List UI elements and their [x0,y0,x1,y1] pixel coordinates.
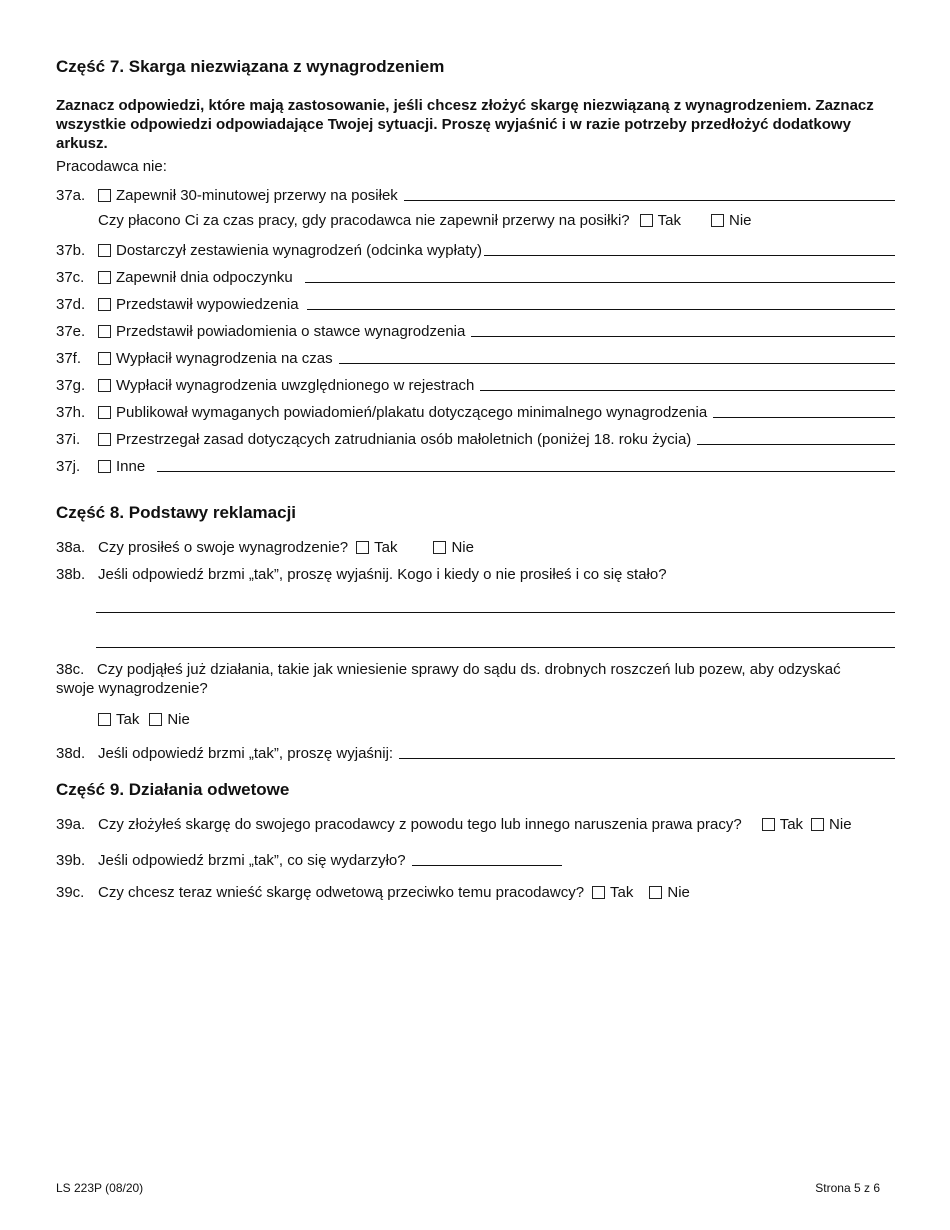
item-label: Inne [116,458,146,475]
item-number: 37h. [56,404,86,421]
item-label: Publikował wymaganych powiadomień/plakatu dotyczącego minimalnego wynagrodzenia [116,404,708,421]
item-number: 37i. [56,431,81,448]
part7-title: Część 7. Skarga niezwiązana z wynagrodzeniem [56,57,445,76]
yes-label: Tak [116,711,140,728]
meal-question-row [98,212,752,229]
item-37d-answer-line[interactable] [307,308,895,310]
q38d-text: Jeśli odpowiedź brzmi „tak”, proszę wyjaśnij: [98,745,394,762]
no-label: Nie [167,711,190,728]
item-number: 37e. [56,323,86,340]
q38c-no-checkbox[interactable] [149,713,162,726]
item-37f-checkbox[interactable] [98,352,111,365]
item-37h-answer-line[interactable] [713,416,895,418]
item-37a-checkbox[interactable] [98,189,111,202]
item-37a-row [56,184,895,204]
no-label: Nie [829,816,852,833]
q39a-row [56,816,852,833]
q39c-text: Czy chcesz teraz wnieść skargę odwetową przeciwko temu pracodawcy? [98,884,585,901]
yes-label: Tak [657,212,681,229]
no-label: Nie [728,212,752,229]
item-37e-checkbox[interactable] [98,325,111,338]
q38a-number: 38a. [56,539,86,556]
item-number: 37j. [56,458,81,475]
part7-instructions: Zaznacz odpowiedzi, które mają zastosowanie, jeśli chcesz złożyć skargę niezwiązaną z wynagrodzeniem. Zaznacz wszystkie odpowiedzi odpowiadające Twojej sytuacji. Proszę wyjaśnić i w razie potrzeby przedłożyć dodatkowy arkusz. [56,97,874,152]
q39c-row [56,884,690,901]
q38c-line2: swoje wynagrodzenie? [56,680,208,697]
item-37b-answer-line[interactable] [484,254,895,256]
yes-label: Tak [374,539,398,556]
q39b-number: 39b. [56,852,86,869]
q38d-number: 38d. [56,745,86,762]
q39b-answer-line[interactable] [412,865,562,866]
item-37d-checkbox[interactable] [98,298,111,311]
q39b-row [56,852,562,869]
q38a-row [56,539,474,556]
item-37j-row [56,455,895,475]
meal-no-checkbox[interactable] [711,214,724,227]
item-37h-checkbox[interactable] [98,406,111,419]
item-label: Przedstawił powiadomienia o stawce wynagrodzenia [116,323,466,340]
item-label: Przestrzegał zasad dotyczących zatrudniania osób małoletnich (poniżej 18. roku życia) [116,431,692,448]
q38b-number: 38b. [56,566,86,583]
q39a-number: 39a. [56,816,86,833]
item-37i-checkbox[interactable] [98,433,111,446]
item-37f-row [56,347,895,367]
q39a-no-checkbox[interactable] [811,818,824,831]
item-label: Zapewnił 30-minutowej przerwy na posiłek [116,187,398,204]
no-label: Nie [667,884,690,901]
item-37d-row [56,293,895,313]
item-37i-answer-line[interactable] [697,443,895,445]
footer-page-number: Strona 5 z 6 [815,1181,880,1195]
q39a-yes-checkbox[interactable] [762,818,775,831]
item-37h-row [56,401,895,421]
item-label: Przedstawił wypowiedzenia [116,296,299,313]
item-37b-checkbox[interactable] [98,244,111,257]
item-number: 37d. [56,296,86,313]
item-number: 37c. [56,269,85,286]
q38a-yes-checkbox[interactable] [356,541,369,554]
q39c-number: 39c. [56,884,85,901]
q38b-text: Jeśli odpowiedź brzmi „tak”, proszę wyjaśnij. Kogo i kiedy o nie prosiłeś i co się stało? [98,566,667,583]
q39a-text: Czy złożyłeś skargę do swojego pracodawcy z powodu tego lub innego naruszenia prawa pracy? [98,816,742,833]
item-37c-row [56,266,895,286]
item-37c-checkbox[interactable] [98,271,111,284]
no-label: Nie [451,539,474,556]
item-label: Dostarczył zestawienia wynagrodzeń (odcinka wypłaty) [116,242,482,259]
q38d-row [56,742,895,762]
q38c-text: Czy podjąłeś już działania, takie jak wniesienie sprawy do sądu ds. drobnych roszczeń lub pozew, aby odzyskać [96,661,841,678]
item-number: 37g. [56,377,86,394]
item-37e-row [56,320,895,340]
q38d-answer-line[interactable] [399,757,895,759]
item-label: Wypłacił wynagrodzenia na czas [116,350,333,367]
item-37f-answer-line[interactable] [339,362,895,364]
item-label: Zapewnił dnia odpoczynku [116,269,293,286]
item-37i-row [56,428,895,448]
part9-title: Część 9. Działania odwetowe [56,780,290,799]
item-37e-answer-line[interactable] [471,335,895,337]
part8-title: Część 8. Podstawy reklamacji [56,503,297,522]
item-37a-answer-line[interactable] [404,199,895,201]
q38c-line1 [56,661,841,678]
yes-label: Tak [610,884,634,901]
q39b-text: Jeśli odpowiedź brzmi „tak”, co się wydarzyło? [98,852,406,869]
meal-question: Czy płacono Ci za czas pracy, gdy pracodawca nie zapewnił przerwy na posiłki? [98,212,630,229]
meal-yes-checkbox[interactable] [640,214,653,227]
q38a-text: Czy prosiłeś o swoje wynagrodzenie? [98,539,349,556]
item-number: 37f. [56,350,82,367]
q38b-answer-line-2[interactable] [96,647,895,648]
item-label: Wypłacił wynagrodzenia uwzględnionego w rejestrach [116,377,475,394]
item-37j-answer-line[interactable] [157,470,895,472]
item-37j-checkbox[interactable] [98,460,111,473]
item-number: 37b. [56,242,86,259]
employer-did-not-label: Pracodawca nie: [56,158,167,175]
item-37c-answer-line[interactable] [305,281,895,283]
q38a-no-checkbox[interactable] [433,541,446,554]
q38b-row [56,566,667,583]
q39c-yes-checkbox[interactable] [592,886,605,899]
q38b-answer-line-1[interactable] [96,612,895,613]
item-37g-checkbox[interactable] [98,379,111,392]
item-37g-answer-line[interactable] [480,389,895,391]
item-37g-row [56,374,895,394]
q38c-number: 38c. [56,661,85,678]
item-37b-row [56,239,895,259]
item-number: 37a. [56,187,86,204]
yes-label: Tak [779,816,804,833]
footer-form-id: LS 223P (08/20) [56,1181,144,1195]
q38c-options [98,711,190,728]
q38c-yes-checkbox[interactable] [98,713,111,726]
q39c-no-checkbox[interactable] [649,886,662,899]
